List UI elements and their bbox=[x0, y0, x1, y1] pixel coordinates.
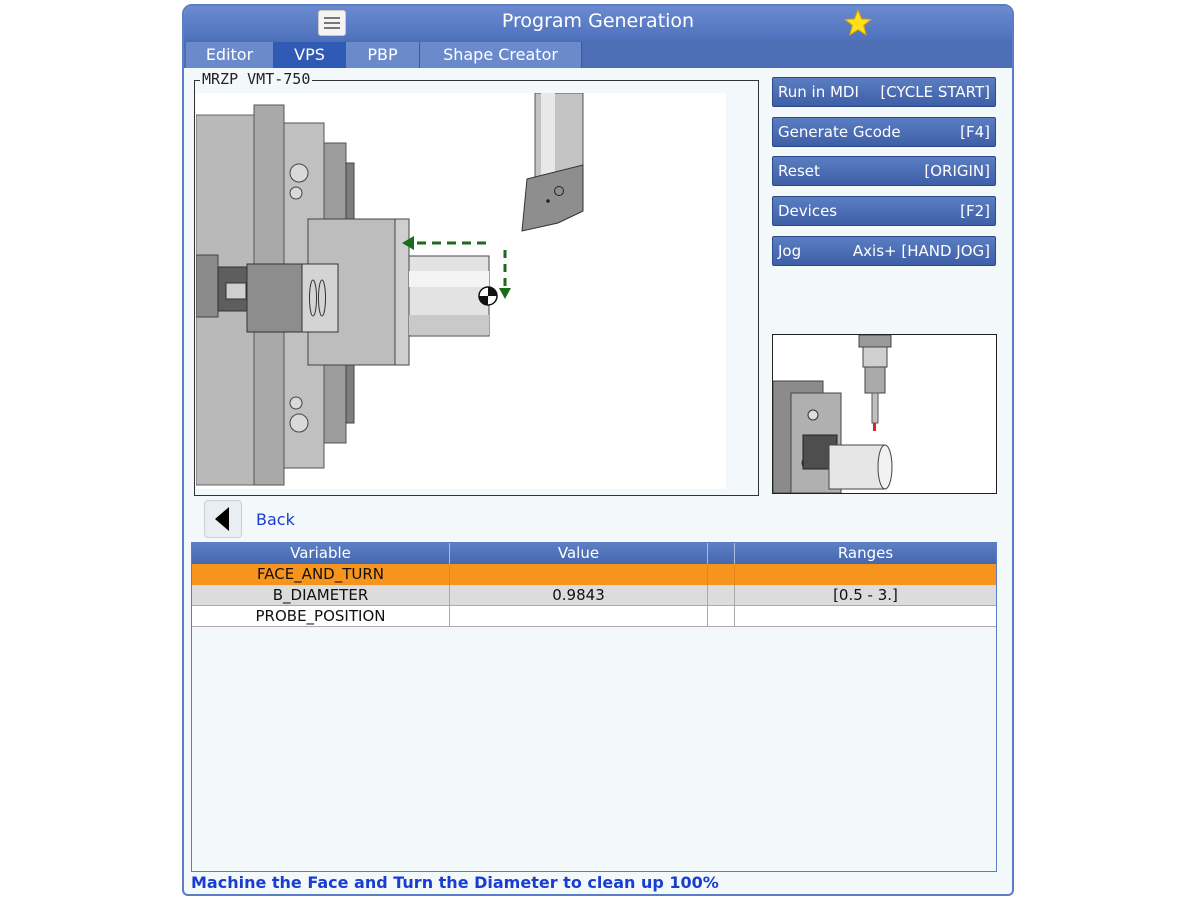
command-shortcut: [F2] bbox=[960, 202, 990, 220]
cell-value[interactable]: 0.9843 bbox=[450, 585, 708, 606]
preview-panel bbox=[194, 80, 759, 496]
table-row-probe-position[interactable] bbox=[192, 606, 996, 627]
cell-unit bbox=[708, 564, 735, 585]
devices-button[interactable] bbox=[772, 196, 996, 226]
back-link[interactable]: Back bbox=[256, 510, 295, 529]
cell-value[interactable] bbox=[450, 564, 708, 585]
menu-icon-line bbox=[324, 27, 340, 29]
star-icon[interactable] bbox=[844, 9, 872, 37]
column-header-variable[interactable]: Variable bbox=[192, 543, 450, 564]
status-message: Machine the Face and Turn the Diameter to clean up 100% bbox=[191, 873, 719, 892]
column-header-ranges[interactable]: Ranges bbox=[735, 543, 996, 564]
menu-icon bbox=[324, 17, 340, 19]
command-label: Reset bbox=[778, 162, 820, 180]
command-shortcut: Axis+ [HAND JOG] bbox=[852, 242, 990, 260]
cell-unit bbox=[708, 585, 735, 606]
face-and-turn-illustration bbox=[196, 93, 726, 489]
command-shortcut: [CYCLE START] bbox=[880, 83, 990, 101]
command-label: Jog bbox=[778, 242, 802, 260]
variables-table bbox=[191, 542, 997, 872]
cell-range bbox=[735, 606, 996, 627]
cell-variable: B_DIAMETER bbox=[192, 585, 450, 606]
window-title: Program Generation bbox=[501, 10, 695, 32]
tab-vps[interactable]: VPS bbox=[274, 42, 346, 68]
cell-range: [0.5 - 3.] bbox=[833, 586, 898, 604]
tab-editor[interactable]: Editor bbox=[186, 42, 274, 68]
cell-range bbox=[735, 564, 996, 585]
generate-gcode-button[interactable] bbox=[772, 117, 996, 147]
machine-label: MRZP VMT-750 bbox=[202, 70, 311, 88]
command-label: Run in MDI bbox=[778, 83, 859, 101]
back-button[interactable] bbox=[204, 500, 242, 538]
run-in-mdi-button[interactable] bbox=[772, 77, 996, 107]
menu-button[interactable] bbox=[318, 10, 346, 36]
column-header-value[interactable]: Value bbox=[450, 543, 708, 564]
tab-shape-creator[interactable]: Shape Creator bbox=[420, 42, 582, 68]
cell-variable: FACE_AND_TURN bbox=[192, 564, 450, 585]
reset-button[interactable] bbox=[772, 156, 996, 186]
probe-machine-image bbox=[773, 335, 996, 493]
machine-thumbnail bbox=[772, 334, 997, 494]
command-shortcut: [ORIGIN] bbox=[924, 162, 990, 180]
command-label: Devices bbox=[778, 202, 838, 220]
table-row-face-and-turn[interactable] bbox=[192, 564, 996, 585]
program-generation-window bbox=[182, 4, 1014, 896]
command-label: Generate Gcode bbox=[778, 123, 901, 141]
back-arrow-icon bbox=[205, 501, 241, 537]
table-row-b-diameter[interactable] bbox=[192, 585, 996, 606]
column-header-unit[interactable] bbox=[708, 543, 735, 564]
tab-pbp[interactable]: PBP bbox=[346, 42, 420, 68]
cell-variable: PROBE_POSITION bbox=[192, 606, 450, 627]
jog-button[interactable] bbox=[772, 236, 996, 266]
menu-icon-line bbox=[324, 22, 340, 24]
cell-unit bbox=[708, 606, 735, 627]
cell-value[interactable] bbox=[450, 606, 708, 627]
command-shortcut: [F4] bbox=[960, 123, 990, 141]
